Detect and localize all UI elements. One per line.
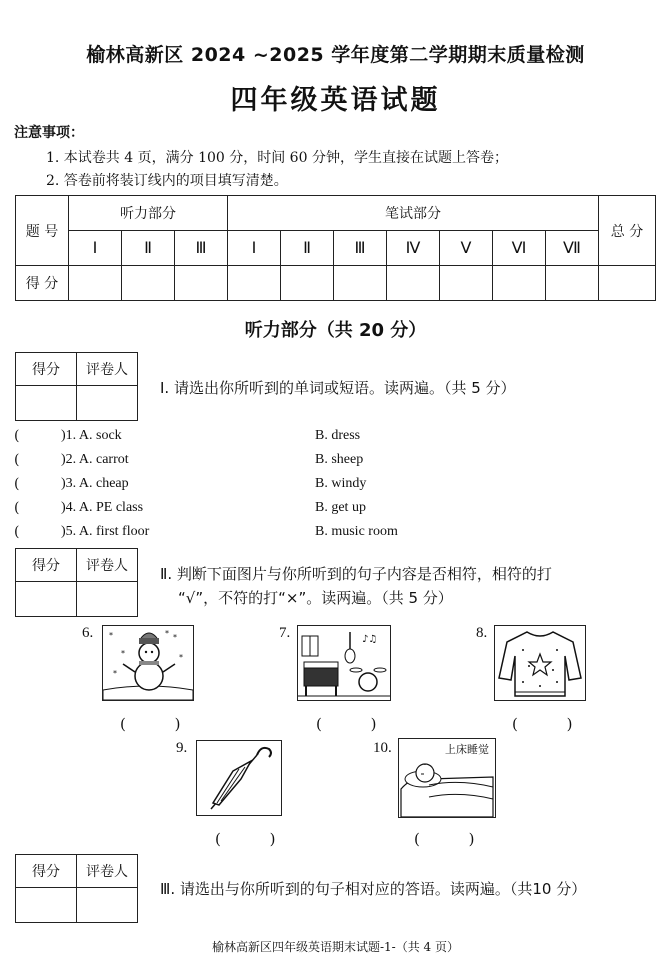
- answer-blank-6[interactable]: ( ): [120, 715, 203, 733]
- part2-instruction-line2: “√”，不符的打“×”。读两遍。（共 5 分）: [178, 589, 453, 607]
- answer-blank-10[interactable]: ( ): [414, 830, 497, 848]
- svg-text:♪♫: ♪♫: [362, 634, 378, 645]
- score-cell[interactable]: [546, 266, 599, 301]
- svg-text:*: *: [113, 669, 117, 678]
- answer-blank-8[interactable]: ( ): [512, 715, 595, 733]
- list-item: [14, 500, 534, 524]
- grader-score-cell[interactable]: [16, 582, 77, 617]
- score-cell[interactable]: [281, 266, 334, 301]
- score-cell[interactable]: [122, 266, 175, 301]
- option-b: B. music room: [315, 524, 398, 539]
- part1-question-list: [14, 428, 534, 548]
- list-item: [14, 452, 534, 476]
- listening-section-title: 听力部分（共 20 分）: [244, 320, 427, 341]
- answer-blank[interactable]: (: [14, 476, 20, 492]
- option-a: )4. A. PE class: [61, 500, 144, 515]
- note-item: 2. 答卷前将装订线内的项目填写清楚。: [46, 173, 288, 189]
- svg-text:*: *: [173, 633, 177, 642]
- writing-col-6: Ⅵ: [493, 231, 546, 266]
- list-item: [14, 476, 534, 500]
- grader-reviewer-cell[interactable]: [77, 386, 138, 421]
- picture-number: 7.: [279, 625, 291, 641]
- svg-text:*: *: [179, 653, 183, 662]
- notes-heading: 注意事项：: [14, 125, 84, 141]
- picture-number: 8.: [476, 625, 488, 641]
- score-cell[interactable]: [334, 266, 387, 301]
- svg-text:*: *: [109, 631, 113, 640]
- listening-col-1: Ⅰ: [69, 231, 122, 266]
- grader-score-cell[interactable]: [16, 888, 77, 923]
- music-room-icon: [297, 625, 391, 701]
- score-cell[interactable]: [228, 266, 281, 301]
- score-cell[interactable]: [493, 266, 546, 301]
- answer-blank-7[interactable]: ( ): [316, 715, 399, 733]
- option-b: B. sheep: [315, 452, 364, 467]
- picture-caption: 上床睡觉: [445, 743, 489, 756]
- option-a: )3. A. cheap: [61, 476, 129, 491]
- grader-box-2: [15, 548, 138, 617]
- grader-score-label: 得分: [16, 353, 77, 386]
- score-cell[interactable]: [387, 266, 440, 301]
- option-a: )2. A. carrot: [61, 452, 129, 467]
- svg-text:*: *: [121, 649, 125, 658]
- page-footer: 榆林高新区四年级英语期末试题-1-（共 4 页）: [211, 940, 459, 954]
- picture-number: 6.: [82, 625, 94, 641]
- grader-score-label: 得分: [16, 855, 77, 888]
- svg-text:*: *: [165, 629, 169, 638]
- writing-col-2: Ⅱ: [281, 231, 334, 266]
- part3-instruction: Ⅲ. 请选出与你所听到的句子相对应的答语。读两遍。（共10 分）: [160, 880, 587, 898]
- score-row-label: 得 分: [16, 266, 69, 301]
- part2-instruction-line1: Ⅱ. 判断下面图片与你所听到的句子内容是否相符，相符的打: [160, 565, 552, 583]
- listening-col-3: Ⅲ: [175, 231, 228, 266]
- listening-section-label: 听力部分: [69, 196, 228, 231]
- writing-section-label: 笔试部分: [228, 196, 599, 231]
- writing-col-3: Ⅲ: [334, 231, 387, 266]
- grader-box-3: [15, 854, 138, 923]
- grader-reviewer-cell[interactable]: [77, 582, 138, 617]
- writing-col-1: Ⅰ: [228, 231, 281, 266]
- answer-blank[interactable]: (: [14, 428, 20, 444]
- grader-box-1: [15, 352, 138, 421]
- option-a: )1. A. sock: [61, 428, 122, 443]
- picture-number: 10.: [373, 740, 392, 756]
- list-item: [14, 428, 534, 452]
- list-item: [14, 524, 534, 548]
- answer-blank[interactable]: (: [14, 452, 20, 468]
- grader-score-cell[interactable]: [16, 386, 77, 421]
- score-table: [15, 195, 656, 301]
- option-b: B. get up: [315, 500, 366, 515]
- grader-score-label: 得分: [16, 549, 77, 582]
- total-score-cell[interactable]: [599, 266, 656, 301]
- answer-blank[interactable]: (: [14, 500, 20, 516]
- answer-blank[interactable]: (: [14, 524, 20, 540]
- umbrella-icon: [196, 740, 282, 816]
- note-item: 1. 本试卷共 4 页，满分 100 分，时间 60 分钟，学生直接在试题上答卷；: [46, 150, 508, 166]
- item-number-label: 题 号: [16, 196, 69, 266]
- writing-col-7: Ⅶ: [546, 231, 599, 266]
- exam-header: 榆林高新区 2024 ~2025 学年度第二学期期末质量检测: [86, 44, 585, 66]
- sleeping-child-icon: [398, 738, 496, 818]
- part1-instruction: Ⅰ. 请选出你所听到的单词或短语。读两遍。（共 5 分）: [160, 379, 516, 397]
- grader-reviewer-label: 评卷人: [77, 549, 138, 582]
- picture-number: 9.: [176, 740, 188, 756]
- sweater-icon: [494, 625, 586, 701]
- grader-reviewer-cell[interactable]: [77, 888, 138, 923]
- exam-title: 四年级英语试题: [230, 85, 441, 116]
- option-a: )5. A. first floor: [61, 524, 150, 539]
- score-cell[interactable]: [440, 266, 493, 301]
- listening-col-2: Ⅱ: [122, 231, 175, 266]
- option-b: B. dress: [315, 428, 361, 443]
- score-cell[interactable]: [69, 266, 122, 301]
- option-b: B. windy: [315, 476, 367, 491]
- total-score-label: 总 分: [599, 196, 656, 266]
- score-cell[interactable]: [175, 266, 228, 301]
- writing-col-4: Ⅳ: [387, 231, 440, 266]
- snowman-icon: [102, 625, 194, 701]
- grader-reviewer-label: 评卷人: [77, 353, 138, 386]
- answer-blank-9[interactable]: ( ): [215, 830, 298, 848]
- writing-col-5: Ⅴ: [440, 231, 493, 266]
- grader-reviewer-label: 评卷人: [77, 855, 138, 888]
